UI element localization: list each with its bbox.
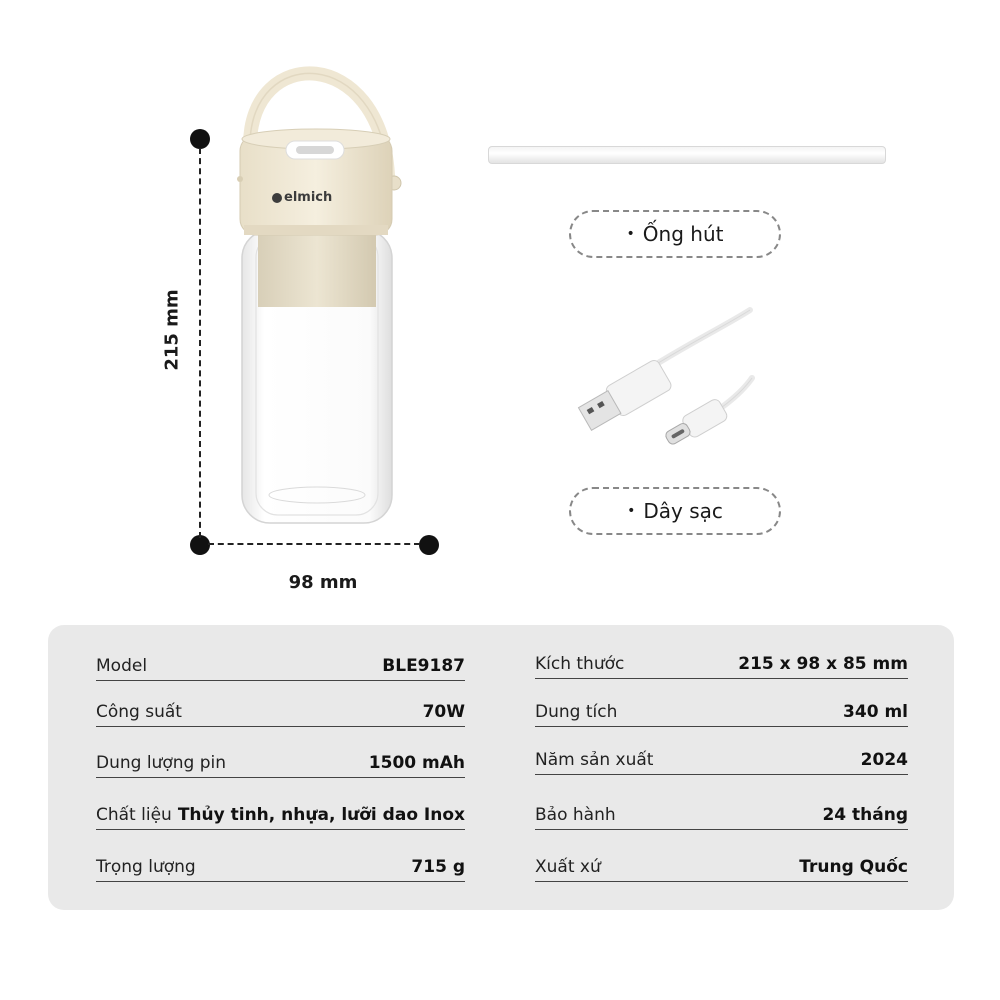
spec-row: [535, 849, 908, 882]
spec-label: Model: [96, 656, 148, 676]
dimension-dot-corner: [190, 535, 210, 555]
spec-label: Dung tích: [535, 702, 618, 722]
spec-label: Kích thước: [535, 654, 625, 674]
spec-value: 70W: [422, 702, 465, 722]
spec-value: 215 x 98 x 85 mm: [738, 654, 908, 674]
bullet-icon: •: [626, 226, 635, 242]
accessory-label-text: Ống hút: [642, 222, 724, 246]
spec-label: Bảo hành: [535, 805, 616, 825]
spec-label: Công suất: [96, 702, 182, 722]
spec-value: 2024: [860, 750, 908, 770]
spec-row: [535, 694, 908, 727]
brand-logo: [272, 190, 332, 205]
spec-row: [535, 742, 908, 775]
dimension-dot-right: [419, 535, 439, 555]
spec-label: Năm sản xuất: [535, 750, 654, 770]
accessory-label-cable: [569, 487, 781, 535]
brand-name: elmich: [284, 190, 333, 205]
height-label: 215 mm: [161, 289, 183, 371]
dimension-dot-top: [190, 129, 210, 149]
spec-label: Dung lượng pin: [96, 753, 226, 773]
spec-row: [535, 797, 908, 830]
spec-row: [96, 694, 465, 727]
width-label: 98 mm: [288, 572, 358, 593]
spec-row: [535, 646, 908, 679]
spec-value: Trung Quốc: [799, 857, 908, 877]
spec-label: Trọng lượng: [96, 857, 196, 877]
straw-icon: [488, 146, 886, 164]
height-dimension-line: [199, 148, 201, 538]
spec-label: Chất liệu: [96, 805, 172, 825]
spec-value: 1500 mAh: [368, 753, 465, 773]
brand-mark-icon: [272, 193, 282, 203]
accessory-label-text: Dây sạc: [643, 499, 723, 523]
usb-cable-icon: [570, 298, 770, 468]
bullet-icon: •: [627, 503, 636, 519]
width-dimension-line: [208, 543, 420, 545]
spec-value: Thủy tinh, nhựa, lưỡi dao Inox: [177, 805, 465, 825]
spec-row: [96, 648, 465, 681]
accessory-label-straw: [569, 210, 781, 258]
spec-row: [96, 745, 465, 778]
spec-value: BLE9187: [382, 656, 465, 676]
blender-bottle-image: [230, 55, 410, 530]
spec-value: 715 g: [411, 857, 465, 877]
spec-label: Xuất xứ: [535, 857, 601, 877]
spec-value: 340 ml: [843, 702, 908, 722]
spec-row: [96, 797, 465, 830]
spec-value: 24 tháng: [822, 805, 908, 825]
spec-row: [96, 849, 465, 882]
